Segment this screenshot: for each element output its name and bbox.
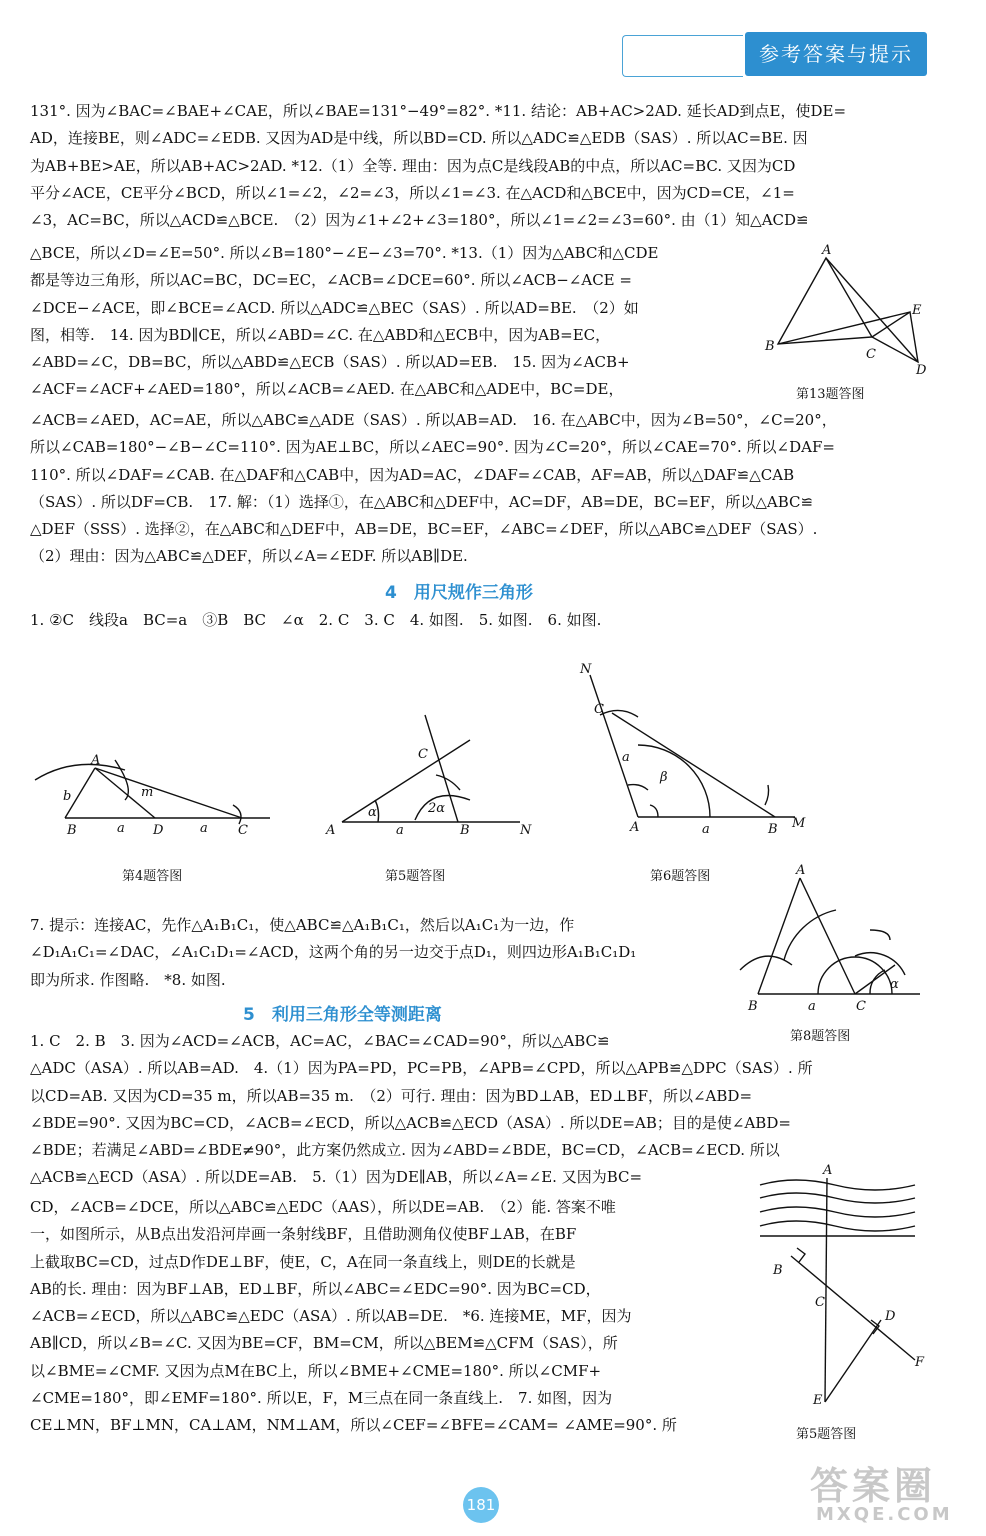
fig5-caption: 第5题答图	[385, 869, 446, 884]
fig4-label: C	[238, 823, 248, 838]
fig5-label: α	[368, 805, 377, 820]
answer-block-5	[30, 1028, 930, 1192]
fig6-label: A	[630, 820, 640, 835]
fig13-label: E	[912, 303, 922, 318]
text-line: （SAS）. 所以DF=CB. 17. 解：（1）选择①，在△ABC和△DEF中，AC=DF，AB=DE，BC=EF，所以△ABC≌	[30, 492, 814, 511]
fig6-label: B	[768, 822, 778, 837]
text-line: △ACB≌△ECD（ASA）. 所以DE=AB. 5.（1）因为DE∥AB，所以∠A=∠E. 又因为BC=	[30, 1168, 643, 1187]
answer-block-4	[30, 912, 770, 994]
figure-4	[55, 740, 315, 850]
text-line: AD，连接BE，则∠ADC=∠EDB. 又因为AD是中线，所以BD=CD. 所以△ADC≌△EDB（SAS）. 所以AC=BE. 因	[30, 129, 808, 148]
answer-block-1	[30, 98, 930, 234]
section-5-title: 5 利用三角形全等测距离	[243, 1005, 442, 1025]
text-line: （2）理由：因为△ABC≌△DEF，所以∠A=∠EDF. 所以AB∥DE.	[30, 547, 468, 566]
answer-block-3	[30, 407, 930, 571]
text-line: △DEF（SSS）. 选择②，在△ABC和△DEF中，AB=DE，BC=EF，∠ABC=∠DEF，所以△ABC≌△DEF（SAS）.	[30, 520, 818, 539]
fig5b-label: A	[823, 1163, 833, 1178]
fig13-label: C	[866, 347, 876, 362]
text-line: 110°. 所以∠DAF=∠CAB. 在△DAF和△CAB中，因为AD=AC，∠DAF=∠CAB，AF=AB，所以△DAF≌△CAB	[30, 465, 795, 484]
text-line: 以∠BME=∠CMF. 又因为点M在BC上，所以∠BME+∠CME=180°. 所以∠CMF+	[30, 1361, 602, 1380]
text-line: ∠ACF=∠ACF+∠AED=180°，所以∠ACB=∠AED. 在△ABC和△ADE中，BC=DE，	[30, 380, 624, 399]
text-line: 平分∠ACE，CE平分∠BCD，所以∠1=∠2，∠2=∠3，所以∠1=∠3. 在△ACD和△BCE中，因为CD=CE，∠1=	[30, 183, 795, 202]
text-line: CE⊥MN，BF⊥MN，CA⊥AM，NM⊥AM，所以∠CEF=∠BFE=∠CAM= ∠AME=90°. 所	[30, 1416, 677, 1435]
text-line: ∠BDE=90°. 又因为BC=CD，∠ACB=∠ECD，所以△ACB≌△ECD（ASA）. 所以DE=AB；目的是使∠ABD=	[30, 1113, 791, 1132]
text-line: 图，相等. 14. 因为BD∥CE，所以∠ABD=∠C. 在△ABD和△ECB中，因为AB=EC，	[30, 325, 611, 344]
watermark-url: MXQE.COM	[816, 1504, 953, 1525]
figure-5-river	[755, 1163, 935, 1420]
text-line: ∠D₁A₁C₁=∠DAC，∠A₁C₁D₁=∠ACD，这两个角的另一边交于点D₁，则四边形A₁B₁C₁D₁	[30, 943, 637, 962]
fig5-label: C	[418, 747, 428, 762]
watermark-text: 答案圈	[810, 1464, 937, 1508]
figure-6	[570, 655, 810, 845]
fig5b-label: D	[885, 1309, 896, 1324]
fig6-label: N	[580, 662, 592, 677]
fig6-caption: 第6题答图	[650, 869, 711, 884]
fig5-label: 2α	[428, 801, 446, 816]
fig4-label: b	[63, 789, 72, 804]
fig4-label: B	[67, 823, 77, 838]
fig4-label: a	[200, 821, 208, 836]
fig5-label: B	[460, 823, 470, 838]
fig4-label: m	[141, 785, 154, 800]
answer-block-6	[30, 1194, 770, 1440]
text-line: 上截取BC=CD，过点D作DE⊥BF，使E，C，A在同一条直线上，则DE的长就是	[30, 1252, 576, 1271]
fig4-label: D	[153, 823, 164, 838]
figure-8	[740, 863, 930, 1020]
text-line: ∠ACB=∠AED，AC=AE，所以△ABC≌△ADE（SAS）. 所以AB=AD. 16. 在△ABC中，因为∠B=50°，∠C=20°，	[30, 411, 837, 429]
text-line: 都是等边三角形，所以AC=BC，DC=EC，∠ACB=∠DCE=60°. 所以∠ACB−∠ACE =	[30, 271, 632, 290]
section-4-title: 4 用尺规作三角形	[385, 583, 533, 603]
text-line: 所以∠CAB=180°−∠B−∠C=110°. 因为AE⊥BC，所以∠AEC=90°. 因为∠C=20°，所以∠CAE=70°. 所以∠DAF=	[30, 438, 835, 457]
fig4-label: a	[117, 821, 125, 836]
text-line: 131°. 因为∠BAC=∠BAE+∠CAE，所以∠BAE=131°−49°=82°. *11. 结论：AB+AC>2AD. 延长AD到点E，使DE=	[30, 102, 847, 120]
fig8-caption: 第8题答图	[790, 1029, 851, 1044]
fig6-label: C	[594, 702, 604, 717]
fig13-label: D	[916, 363, 927, 378]
fig5b-label: E	[813, 1393, 823, 1408]
fig8-label: α	[890, 977, 899, 992]
text-line: ∠ACB=∠ECD，所以△ABC≌△EDC（ASA）. 所以AB=DE. *6. 连接ME，MF，因为	[30, 1307, 632, 1326]
fig8-label: A	[796, 863, 806, 878]
fig5b-caption: 第5题答图	[796, 1427, 857, 1442]
fig4-label: A	[91, 753, 101, 768]
header-tab: 参考答案与提示	[745, 32, 927, 76]
fig6-label: β	[660, 770, 668, 785]
text-line: 1. C 2. B 3. 因为∠ACD=∠ACB，AC=AC，∠BAC=∠CAD=90°，所以△ABC≌	[30, 1032, 610, 1050]
fig5-label: N	[520, 823, 532, 838]
section-4-answers	[30, 607, 930, 634]
fig5-label: a	[396, 823, 404, 838]
text-line: △ADC（ASA）. 所以AB=AD. 4.（1）因为PA=PD，PC=PB，∠APB=∠CPD，所以△APB≌△DPC（SAS）. 所	[30, 1059, 813, 1078]
fig13-label: B	[765, 339, 775, 354]
fig8-label: B	[748, 999, 758, 1014]
text-line: 1. ②C 线段a BC=a ③B BC ∠α 2. C 3. C 4. 如图. 5. 如图. 6. 如图.	[30, 611, 602, 629]
text-line: △BCE，所以∠D=∠E=50°. 所以∠B=180°−∠E−∠3=70°. *13.（1）因为△ABC和△CDE	[30, 244, 659, 262]
fig5b-label: B	[773, 1263, 783, 1278]
figure-5	[320, 710, 530, 840]
fig13-caption: 第13题答图	[796, 387, 865, 402]
fig8-label: a	[808, 999, 816, 1014]
fig6-label: M	[792, 816, 806, 831]
text-line: AB的长. 理由：因为BF⊥AB，ED⊥BF，所以∠ABC=∠EDC=90°. 因为BC=CD，	[30, 1279, 601, 1298]
text-line: 一，如图所示，从B点出发沿河岸画一条射线BF，且借助测角仪使BF⊥AB，在BF	[30, 1225, 577, 1244]
fig5b-label: C	[815, 1295, 825, 1310]
text-line: CD，∠ACB=∠DCE，所以△ABC≌△EDC（AAS），所以DE=AB. （2）能. 答案不唯	[30, 1198, 616, 1216]
fig5-label: A	[326, 823, 336, 838]
fig6-label: a	[622, 750, 630, 765]
answer-block-2	[30, 240, 770, 404]
text-line: 以CD=AB. 又因为CD=35 m，所以AB=35 m. （2）可行. 理由：因为BD⊥AB，ED⊥BF，所以∠ABD=	[30, 1086, 753, 1105]
fig13-label: A	[822, 243, 832, 258]
fig5b-label: F	[915, 1355, 925, 1370]
text-line: ∠3，AC=BC，所以△ACD≌△BCE. （2）因为∠1+∠2+∠3=180°，所以∠1=∠2=∠3=60°. 由（1）知△ACD≌	[30, 211, 809, 230]
watermark-logo	[810, 1455, 953, 1525]
text-line: ∠CME=180°，即∠EMF=180°. 所以E，F，M三点在同一条直线上. 7. 如图，因为	[30, 1389, 613, 1408]
text-line: 7. 提示：连接AC，先作△A₁B₁C₁，使△ABC≌△A₁B₁C₁，然后以A₁C₁为一边，作	[30, 916, 575, 934]
page-number: 181	[463, 1487, 499, 1523]
text-line: AB∥CD，所以∠B=∠C. 又因为BE=CF，BM=CM，所以△BEM≌△CFM（SAS），所	[30, 1334, 618, 1353]
fig8-label: C	[856, 999, 866, 1014]
text-line: ∠BDE；若满足∠ABD=∠BDE≠90°，此方案仍然成立. 因为∠ABD=∠BDE，BC=CD，∠ACB=∠ECD. 所以	[30, 1141, 780, 1160]
header-decor-box	[622, 35, 743, 77]
text-line: ∠DCE−∠ACE，即∠BCE=∠ACD. 所以△ADC≌△BEC（SAS）. 所以AD=BE. （2）如	[30, 298, 639, 317]
text-line: 为AB+BE>AE，所以AB+AC>2AD. *12.（1）全等. 理由：因为点C是线段AB的中点，所以AC=BC. 又因为CD	[30, 156, 796, 175]
fig4-caption: 第4题答图	[122, 869, 183, 884]
fig6-label: a	[702, 822, 710, 837]
figure-13	[760, 240, 930, 380]
text-line: ∠ABD=∠C，DB=BC，所以△ABD≌△ECB（SAS）. 所以AD=EB. 15. 因为∠ACB+	[30, 353, 630, 372]
text-line: 即为所求. 作图略. *8. 如图.	[30, 970, 226, 989]
